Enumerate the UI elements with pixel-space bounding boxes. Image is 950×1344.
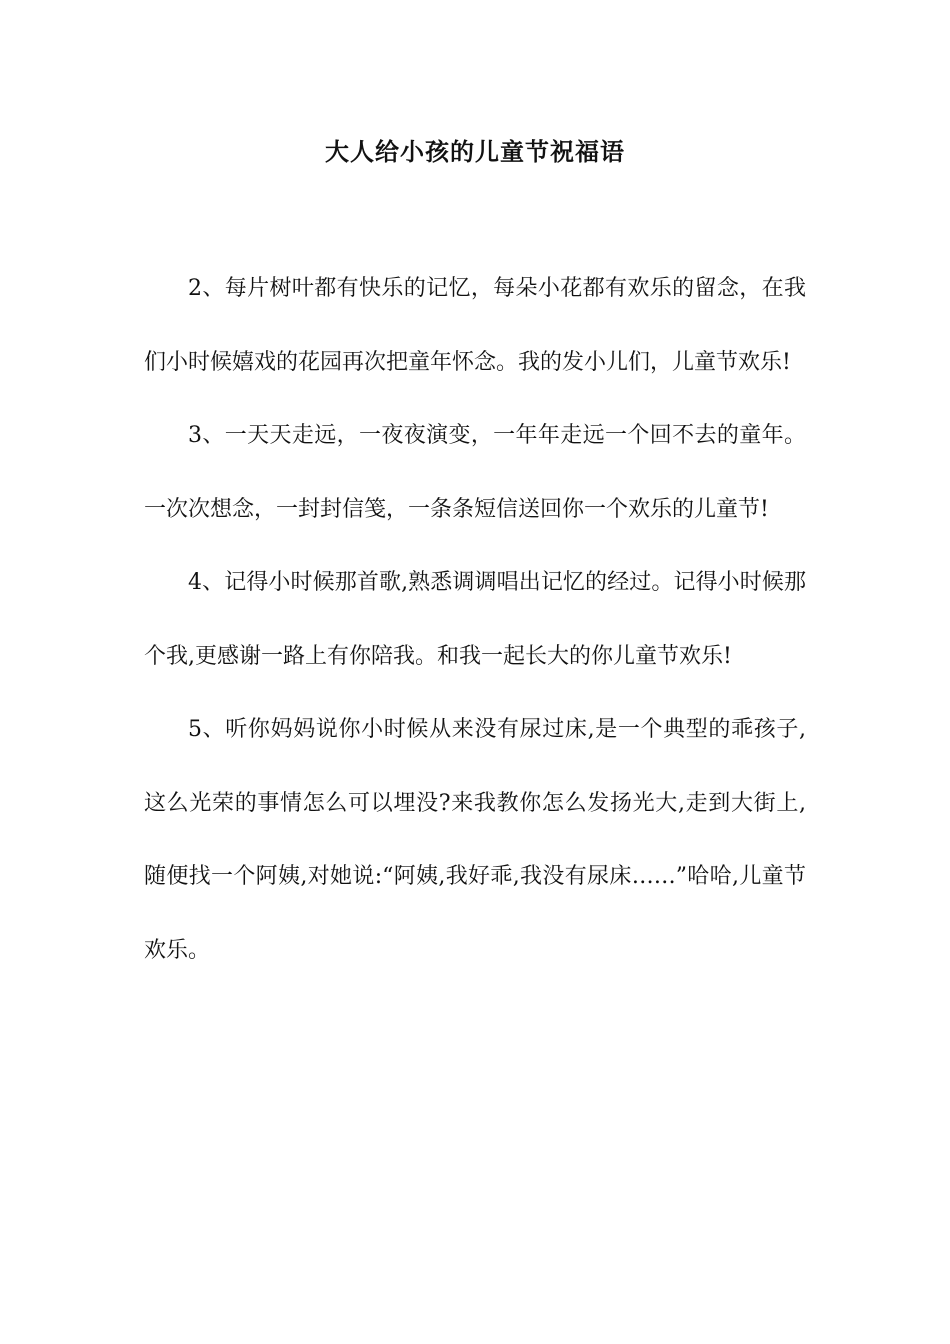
paragraph-3: 3、一天天走远，一夜夜演变，一年年走远一个回不去的童年。一次次想念，一封封信笺，一条条短信送回你一个欢乐的儿童节! (144, 423, 806, 522)
paragraph-5: 5、听你妈妈说你小时候从来没有尿过床,是一个典型的乖孩子,这么光荣的事情怎么可以埋没?来我教你怎么发扬光大,走到大街上,随便找一个阿姨,对她说:“阿姨,我好乖,我没有尿床……”哈哈,儿童节欢乐。 (144, 717, 806, 963)
document-title: 大人给小孩的儿童节祝福语 (325, 137, 625, 166)
paragraph-4: 4、记得小时候那首歌,熟悉调调唱出记忆的经过。记得小时候那个我,更感谢一路上有你陪我。和我一起长大的你儿童节欢乐! (144, 570, 806, 669)
document-body (144, 252, 806, 987)
paragraph-2: 2、每片树叶都有快乐的记忆，每朵小花都有欢乐的留念，在我们小时候嬉戏的花园再次把童年怀念。我的发小儿们，儿童节欢乐! (144, 276, 806, 375)
